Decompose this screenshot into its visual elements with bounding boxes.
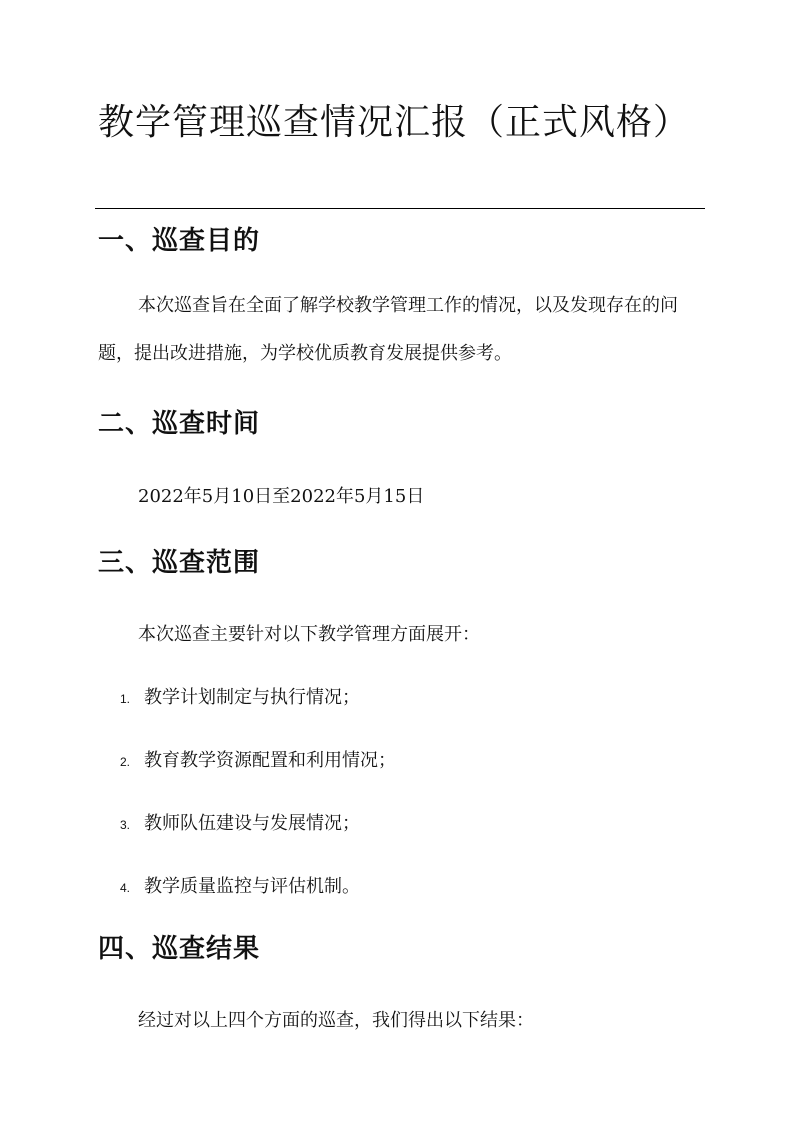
section-paragraph-purpose: 本次巡查旨在全面了解学校教学管理工作的情况，以及发现存在的问题，提出改进措施，为学校优质教育发展提供参考。 [98,295,678,364]
list-item-number: 1. [120,692,131,706]
list-item [120,683,360,709]
scope-intro: 本次巡查主要针对以下教学管理方面展开： [138,624,480,645]
section-heading-scope: 三、巡查范围 [98,548,261,578]
section-heading-time: 二、巡查时间 [98,409,261,439]
list-item [120,809,360,835]
document-title: 教学管理巡查情况汇报（正式风格） [98,102,691,143]
list-item [120,746,396,772]
title-divider [95,208,705,209]
list-item-number: 3. [120,818,131,832]
inspection-date-range: 2022年5月10日至2022年5月15日 [138,486,425,507]
section-heading-purpose: 一、巡查目的 [98,226,261,256]
results-intro: 经过对以上四个方面的巡查，我们得出以下结果： [138,1010,534,1031]
list-item-number: 2. [120,755,131,769]
list-item-number: 4. [120,881,131,895]
list-item [120,872,360,898]
list-item-text: 教育教学资源配置和利用情况； [144,750,396,771]
list-item-text: 教学计划制定与执行情况； [144,687,360,708]
list-item-text: 教学质量监控与评估机制。 [144,876,360,897]
section-heading-results: 四、巡查结果 [98,934,261,964]
list-item-text: 教师队伍建设与发展情况； [144,813,360,834]
